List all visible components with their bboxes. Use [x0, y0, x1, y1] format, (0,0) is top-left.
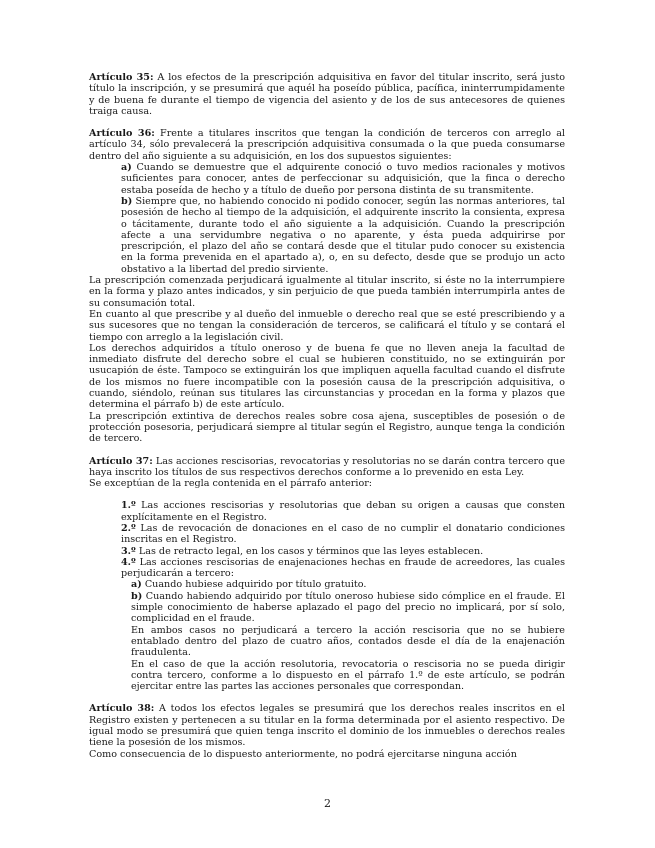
article-37-item-a — [131, 579, 565, 590]
item-text: Cuando se demuestre que el adquirente conoció o tuvo medios racionales y motivos suficientes para conocer, antes de perfeccionar su adquisición, que la finca o derecho estaba poseída de hecho y a título de dueño por persona distinta de su transmitente. — [121, 162, 565, 196]
paragraph: En cuanto al que prescribe y al dueño del inmueble o derecho real que se esté prescribiendo y a sus sucesores que no tengan la consideración de terceros, se calificará el título y se contará el tiempo con arreglo a la legislación civil. — [89, 308, 565, 343]
article-36-title: Artículo 36: — [89, 128, 155, 140]
item-text: Cuando hubiese adquirido por título gratuito. — [141, 579, 367, 591]
paragraph: Los derechos adquiridos a título oneroso y de buena fe que no lleven aneja la facultad de inmediato disfrute del derecho sobre el cual se hubieren constituido, no se extinguirán por usucapión de éste. Tampoco se extinguirán los que impliquen aquella facultad cuando el disfrute de los mismos no fuere incompatible con la posesión causa de la prescripción adquisitiva, o cuando, siéndolo, reúnan sus titulares las circunstancias y procedan en la forma y plazos que determina el párrafo b) de este artículo. — [89, 342, 565, 411]
article-35-title: Artículo 35: — [89, 72, 154, 83]
item-text: Las acciones rescisorias de enajenaciones hechas en fraude de acreedores, las cuales perjudicarán a tercero: — [121, 556, 565, 580]
article-37-item-b — [131, 591, 565, 625]
paragraph: La prescripción comenzada perjudicará igualmente al titular inscrito, si éste no la interrumpiere en la forma y plazo antes indicados, y sin perjuicio de que pueda también interrumpirla antes de su consumación total. — [89, 275, 565, 309]
paragraph: Se exceptúan de la regla contenida en el párrafo anterior: — [89, 478, 373, 490]
item-label: a) — [131, 579, 142, 591]
item-label: 2.º — [121, 522, 136, 534]
page-content — [89, 72, 565, 760]
article-38-title: Artículo 38: — [89, 703, 155, 715]
item-label: 1.º — [121, 500, 136, 512]
article-37-item-1 — [121, 500, 565, 523]
item-label: 3.º — [121, 545, 136, 557]
article-37-title: Artículo 37: — [89, 455, 153, 467]
item-label: a) — [121, 162, 132, 174]
article-36 — [89, 128, 565, 162]
paragraph: En el caso de que la acción resolutoria, revocatoria o rescisoria no se pueda dirigir contra tercero, conforme a lo dispuesto en el párrafo 1.º de este artículo, se podrán ejercitar entre las partes las acciones personales que correspondan. — [131, 658, 565, 693]
page-number: 2 — [324, 797, 331, 810]
article-37-item-2 — [121, 523, 565, 546]
item-label: b) — [121, 195, 133, 207]
item-text: Las acciones rescisorias y resolutorias que deban su origen a causas que consten explícitamente en el Registro. — [121, 500, 565, 523]
article-38 — [89, 703, 565, 748]
item-text: Las de retracto legal, en los casos y términos que las leyes establecen. — [135, 545, 484, 557]
article-35-text: A los efectos de la prescripción adquisitiva en favor del titular inscrito, será justo título la inscripción, y se presumirá que aquél ha poseído pública, pacífica, ininterrumpidamente y de buena fe durante el tiempo de vigencia del asiento y de los de sus antecesores de quienes traiga causa. — [89, 72, 565, 117]
article-36-item-b — [121, 196, 565, 275]
article-36-text: Frente a titulares inscritos que tengan la condición de terceros con arreglo al artículo 34, sólo prevalecerá la prescripción adquisitiva consumada o la que pueda consumarse dentro del año siguiente a su adquisición, en los dos supuestos siguientes: — [89, 128, 565, 162]
article-37-text: Las acciones rescisorias, revocatorias y resolutorias no se darán contra tercero que haya inscrito los títulos de sus respectivos derechos conforme a lo prevenido en esta Ley. — [89, 455, 565, 478]
item-label: 4.º — [121, 556, 136, 568]
article-38-text: A todos los efectos legales se presumirá que los derechos reales inscritos en el Registro existen y pertenecen a su titular en la forma determinada por el asiento respectivo. De igual modo se presumirá que quien tenga inscrito el dominio de los inmuebles o derechos reales tiene la posesión de los mismos. — [89, 703, 565, 749]
item-text: Las de revocación de donaciones en el caso de no cumplir el donatario condiciones inscritas en el Registro. — [121, 522, 565, 546]
paragraph: La prescripción extintiva de derechos reales sobre cosa ajena, susceptibles de posesión o de protección posesoria, perjudicará siempre al titular según el Registro, aunque tenga la condición de tercero. — [89, 410, 565, 445]
item-label: b) — [131, 590, 143, 602]
item-text: Siempre que, no habiendo conocido ni podido conocer, según las normas anteriores, tal posesión de hecho al tiempo de la adquisición, el adquirente inscrito la consienta, expresa o tácitamente, durante todo el año siguiente a la adquisición. Cuando la prescripción afecte a una servidumbre negativa o no aparente, y ésta pueda adquirirse por prescripción, el plazo del año se contará desde que el titular pudo conocer su existencia en la forma prevenida en el apartado a), o, en su defecto, desde que se produjo un acto obstativo a la libertad del predio sirviente. — [121, 195, 565, 275]
paragraph: Como consecuencia de lo dispuesto anteriormente, no podrá ejercitarse ninguna acción — [89, 748, 517, 760]
article-37-item-4 — [121, 557, 565, 580]
item-text: Cuando habiendo adquirido por título oneroso hubiese sido cómplice en el fraude. El simple conocimiento de haberse aplazado el pago del precio no implicará, por sí solo, complicidad en el fraude. — [131, 590, 565, 625]
article-35 — [89, 72, 565, 117]
article-37-item-3 — [121, 546, 565, 557]
article-37 — [89, 456, 565, 479]
paragraph: En ambos casos no perjudicará a tercero la acción rescisoria que no se hubiere entablado dentro del plazo de cuatro años, contados desde el día de la enajenación fraudulenta. — [131, 624, 565, 659]
article-36-item-a — [121, 162, 565, 196]
